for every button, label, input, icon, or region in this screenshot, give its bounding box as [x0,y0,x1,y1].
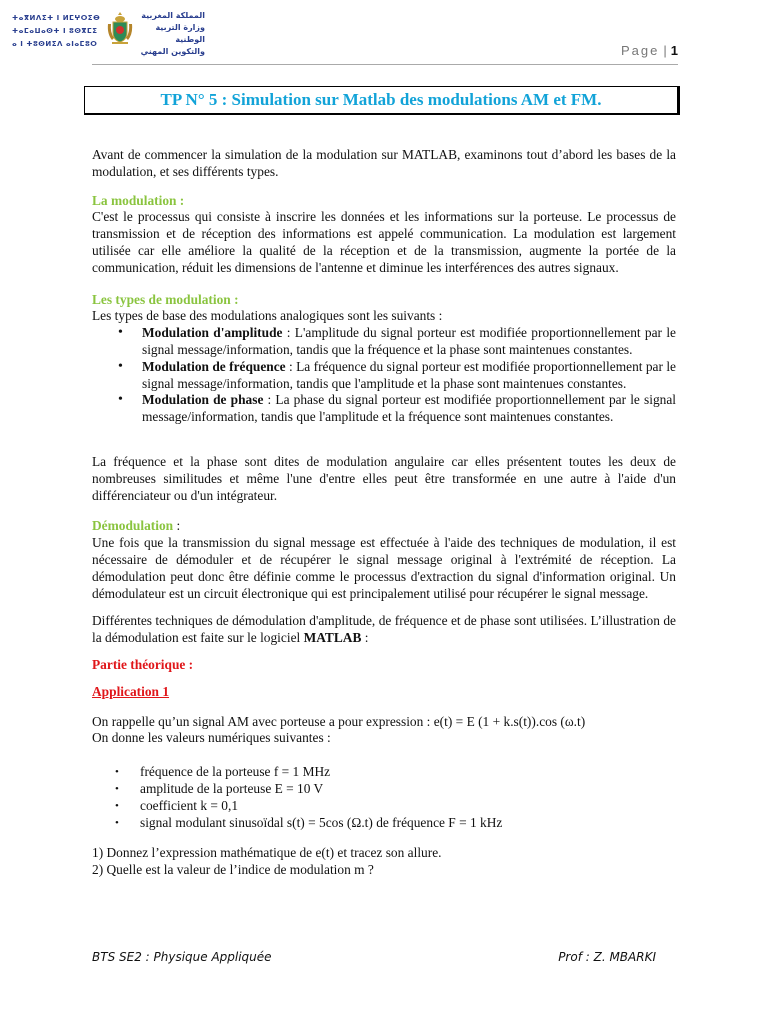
page-label: Page [621,43,660,58]
application-line1: On rappelle qu’un signal AM avec porteuse a pour expression : e(t) = E (1 + k.s(t)).cos (ω.t) [92,713,586,729]
demodulation-heading: Démodulation [92,518,174,534]
question-2: 2) Quelle est la valeur de l’indice de modulation m ? [92,862,374,878]
values-list [92,764,676,831]
logo-arabic-text: المملكة المغربية وزارة التربية الوطنية والتكوين المهني [140,11,205,56]
techniques-paragraph: Différentes techniques de démodulation d'amplitude, de fréquence et de phase sont utilisées. L’illustration de la démodulation est faite sur le logiciel MATLAB : [92,613,676,646]
list-item: • signal modulant sinusoïdal s(t) = 5cos (Ω.t) de fréquence F = 1 kHz [140,815,676,832]
types-heading: Les types de modulation : [92,291,239,307]
question-1: 1) Donnez l’expression mathématique de e(t) et tracez son allure. [92,845,442,861]
footer-author: Prof : Z. MBARKI [558,950,656,964]
list-item: • fréquence de la porteuse f = 1 MHz [140,764,676,781]
header-divider [92,64,678,65]
types-intro: Les types de base des modulations analogiques sont les suivants : [92,308,443,324]
list-item: • Modulation de phase : La phase du signal porteur est modifiée proportionnellement par le signal message/information, tandis que l'amplitude et la fréquence sont maintenues constantes. [142,392,676,426]
intro-paragraph: Avant de commencer la simulation de la modulation sur MATLAB, examinons tout d’abord les bases de la modulation, et ses différents types. [92,147,676,179]
coat-of-arms-icon [106,10,134,46]
angular-paragraph: La fréquence et la phase sont dites de modulation angulaire car elles présentent toutes les deux de nombreuses similitudes et même l'une d'entre elles peut être transformée en une autre à l'aide d'un différenciateur ou d'un intégrateur. [92,453,676,503]
document-body: Avant de commencer la simulation de la modulation sur MATLAB, examinons tout d’abord les bases de la modulation, et ses différents types. La modulation : C'est le processus qui consiste à inscrire les données et les informations sur la porteuse. Le processus de transmission et de réception des informations est appelé communication. La modulation est largement utilisée car elle améliore la qualité de la réception et de la transmission, augmente la portée de la communication, réduit les dimensions de l'antenne et diminue les interférences des autres signaux. Les types de modulation : Les types de base des modulations analogiques sont les suivants : • Modulation d'amplitude : L'amplitude du signal porteur est modifiée proportionnellement par le signal message/information, tandis que la fréquence et la phase sont maintenues constantes. • Modulation de fréquence : La fréquence du signal porteur est modifiée proportionnellement par le signal message/information, tandis que l'amplitude et la phase sont maintenues constantes. • Modulation de phase : La phase du signal porteur est modifiée proportionnellement par le signal message/information, tandis que l'amplitude et la fréquence sont maintenues constantes. La fréquence et la phase sont dites de modulation angulaire car elles présentent toutes les deux de nombreuses similitudes et même l'une d'entre elles peut être transformée en une autre à l'aide d'un différenciateur ou d'un intégrateur. Démodulation : Une fois que la transmission du signal message est effectuée à l'aide des techniques de modulation, il est nécessaire de démoduler et de récupérer le signal message original à l'extrémité de réception. La démodulation peut donc être définie comme le processus d'extraction du signal d'information original. Un démodulateur est un circuit électronique qui est principalement utilisé pour récupérer le signal message. Différentes techniques de démodulation d'amplitude, de fréquence et de phase sont utilisées. L’illustration de la démodulation est faite sur le logiciel MATLAB : Partie théorique : Application 1 On rappelle qu’un signal AM avec porteuse a pour expression : e(t) = E (1 + k.s(t)).cos (ω.t) On donne les valeurs numériques suivantes : • fréquence de la porteuse f = 1 MHz • amplitude de la porteuse E = 10 V • coefficient k = 0,1 • signal modulant sinusoïdal s(t) = 5cos (Ω.t) de fréquence F = 1 kHz 1) Donnez l’expression mathématique de e(t) et tracez son allure. 2) Quelle est la valeur de l’indice de modulation m ? [92,147,676,879]
list-item: • Modulation d'amplitude : L'amplitude du signal porteur est modifiée proportionnellement par le signal message/information, tandis que la fréquence et la phase sont maintenues constantes. [142,325,676,359]
list-item: • Modulation de fréquence : La fréquence du signal porteur est modifiée proportionnellement par le signal message/information, tandis que l'amplitude et la phase sont maintenues constantes. [142,359,676,393]
ministry-logo [10,8,205,56]
list-item: • coefficient k = 0,1 [140,798,676,815]
modulation-paragraph: C'est le processus qui consiste à inscrire les données et les informations sur la porteuse. Le processus de transmission et de réception des informations est appelé communication. La modulation est largement utilisée car elle améliore la qualité de la réception et de la transmission, augmente la portée de la communication, réduit les dimensions de l'antenne et diminue les interférences des autres signaux. [92,209,676,275]
modulation-heading: La modulation : [92,192,185,208]
page-number-value: 1 [670,43,678,58]
list-item: • amplitude de la porteuse E = 10 V [140,781,676,798]
page-number: Page | 1 [621,43,678,58]
footer-course: BTS SE2 : Physique Appliquée [92,950,272,964]
types-list [92,325,676,426]
demodulation-paragraph: Une fois que la transmission du signal message est effectuée à l'aide des techniques de modulation, il est nécessaire de démoduler et de récupérer le signal message original à l'extrémité de réception. La démodulation peut donc être définie comme le processus d'extraction du signal d'information original. Un démodulateur est un circuit électronique qui est principalement utilisé pour récupérer le signal message. [92,535,676,601]
logo-tifinagh-text: ⵜⴰⴳⵍⴷⵉⵜ ⵏ ⵍⵎⵖⵔⵉⴱ ⵜⴰⵎⴰⵡⴰⵙⵜ ⵏ ⵓⵙⴳⵎⵉ ⴰ ⵏ ⵜⵓⵙⵍⵉⴷ ⴰⵏⴰⵎⵓⵔ [12,14,101,48]
partie-heading: Partie théorique : [92,656,194,672]
application-heading: Application 1 [92,683,170,699]
footer [92,950,656,964]
title-box [84,86,680,115]
application-line2: On donne les valeurs numériques suivantes : [92,730,331,746]
document-title: TP N° 5 : Simulation sur Matlab des modulations AM et FM. [160,90,602,109]
